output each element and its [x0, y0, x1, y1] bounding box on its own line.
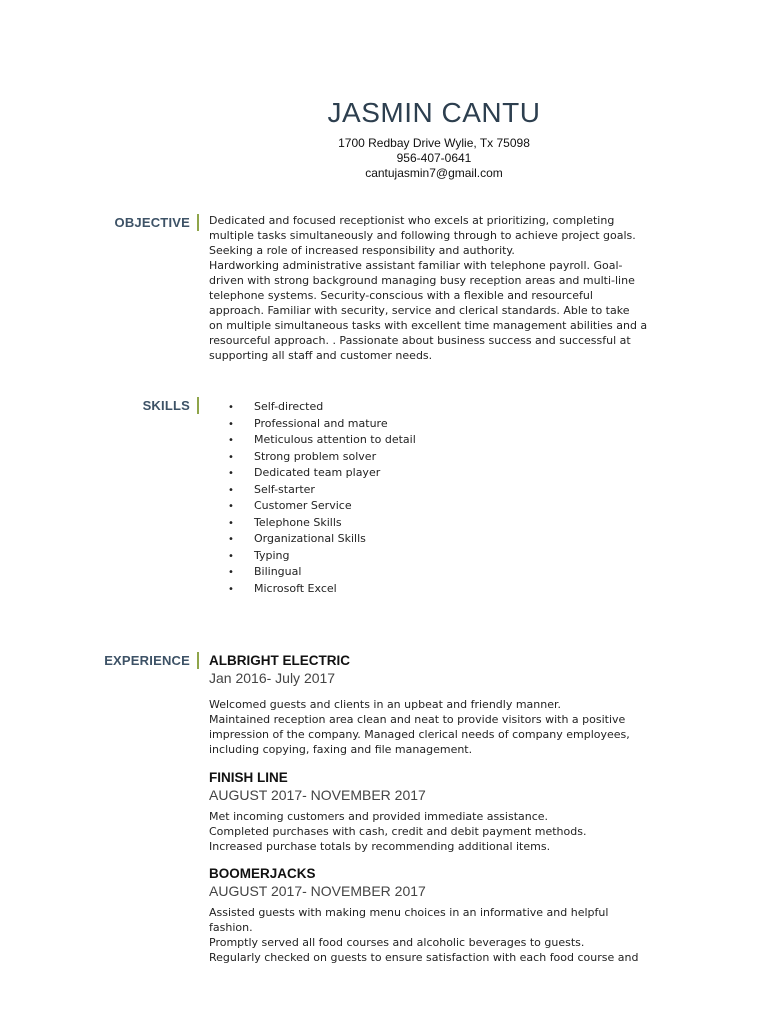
bullet-icon: •: [228, 435, 234, 446]
skill-item: [228, 482, 416, 499]
skill-item: [228, 416, 416, 433]
skills-list: [228, 399, 416, 597]
skill-label: Self-directed: [254, 400, 324, 413]
email-address: cantujasmin7@gmail.com: [365, 166, 503, 180]
skill-label: Bilingual: [254, 565, 302, 578]
job-description-line: Completed purchases with cash, credit and debit payment methods.: [209, 825, 587, 838]
skill-item: [228, 432, 416, 449]
objective-line: resourceful approach. . Passionate about business success and successful at: [209, 334, 631, 347]
employer-name: BOOMERJACKS: [209, 866, 316, 881]
skill-item: [228, 564, 416, 581]
objective-line: on multiple simultaneous tasks with excellent time management abilities and a: [209, 319, 648, 332]
skill-label: Telephone Skills: [254, 515, 342, 529]
bullet-icon: •: [228, 567, 234, 578]
bullet-icon: •: [228, 484, 234, 496]
objective-line: Dedicated and focused receptionist who excels at prioritizing, completing: [209, 214, 615, 227]
objective-line: supporting all staff and customer needs.: [209, 349, 433, 362]
employment-dates: AUGUST 2017- NOVEMBER 2017: [209, 883, 426, 899]
skill-label: Self-starter: [254, 482, 315, 496]
skill-label: Organizational Skills: [254, 532, 366, 545]
section-divider-bar: [197, 397, 199, 414]
objective-line: Seeking a role of increased responsibility and authority.: [209, 244, 515, 257]
skill-label: Strong problem solver: [254, 449, 377, 463]
skill-item: [228, 548, 416, 565]
bullet-icon: •: [228, 418, 234, 430]
employment-dates: AUGUST 2017- NOVEMBER 2017: [209, 787, 426, 803]
bullet-icon: •: [228, 583, 234, 595]
job-description-line: fashion.: [209, 921, 253, 934]
skill-label: Dedicated team player: [254, 466, 381, 479]
section-divider-bar: [197, 652, 199, 669]
employment-dates: Jan 2016- July 2017: [209, 670, 336, 686]
skill-item: [228, 399, 416, 416]
job-description-line: Increased purchase totals by recommending additional items.: [209, 840, 551, 853]
job-description-line: Promptly served all food courses and alcoholic beverages to guests.: [209, 936, 585, 949]
resume-header: [0, 93, 768, 181]
section-title-experience: EXPERIENCE: [104, 653, 190, 668]
phone-number: 956-407-0641: [396, 151, 472, 165]
objective-line: approach. Familiar with security, service and clerical standards. Able to take: [209, 304, 630, 317]
job-description-line: Regularly checked on guests to ensure satisfaction with each food course and: [209, 951, 639, 964]
skill-item: [228, 449, 416, 466]
job-description-line: including copying, faxing and file management.: [209, 743, 473, 756]
address: 1700 Redbay Drive Wylie, Tx 75098: [338, 136, 530, 150]
job-description-line: Assisted guests with making menu choices in an informative and helpful: [209, 906, 609, 919]
objective-text: [209, 213, 669, 363]
job-description-line: Met incoming customers and provided immediate assistance.: [209, 810, 549, 823]
bullet-icon: •: [228, 451, 234, 463]
objective-line: driven with strong background managing busy reception areas and multi-line: [209, 274, 635, 287]
employer-name: FINISH LINE: [209, 770, 288, 785]
job-description-line: Welcomed guests and clients in an upbeat and friendly manner.: [209, 698, 562, 711]
section-title-skills: SKILLS: [142, 398, 190, 413]
bullet-icon: •: [228, 468, 234, 479]
employer-name: ALBRIGHT ELECTRIC: [209, 653, 350, 668]
skill-item: [228, 531, 416, 548]
candidate-name: JASMIN CANTU: [327, 97, 541, 128]
skill-label: Customer Service: [254, 499, 352, 512]
objective-line: telephone systems. Security-conscious with a flexible and resourceful: [209, 289, 593, 302]
job-entry: [209, 865, 669, 965]
bullet-icon: •: [228, 501, 234, 512]
skill-label: Professional and mature: [254, 416, 388, 430]
job-entry: [209, 769, 669, 854]
skill-item: [228, 465, 416, 482]
objective-line: multiple tasks simultaneously and following through to achieve project goals.: [209, 229, 636, 242]
job-description-line: Maintained reception area clean and neat to provide visitors with a positive: [209, 713, 626, 726]
section-divider-bar: [197, 214, 199, 231]
objective-line: Hardworking administrative assistant familiar with telephone payroll. Goal-: [209, 259, 623, 272]
skill-label: Meticulous attention to detail: [254, 433, 416, 446]
skill-item: [228, 515, 416, 532]
job-entry: [209, 652, 669, 757]
skill-item: [228, 581, 416, 598]
bullet-icon: •: [228, 550, 234, 562]
bullet-icon: •: [228, 517, 234, 529]
job-description-line: impression of the company. Managed clerical needs of company employees,: [209, 728, 630, 741]
bullet-icon: •: [228, 534, 234, 545]
section-title-objective: OBJECTIVE: [114, 215, 190, 230]
skill-item: [228, 498, 416, 515]
bullet-icon: •: [228, 402, 234, 413]
skill-label: Microsoft Excel: [254, 581, 337, 595]
skill-label: Typing: [254, 548, 290, 562]
